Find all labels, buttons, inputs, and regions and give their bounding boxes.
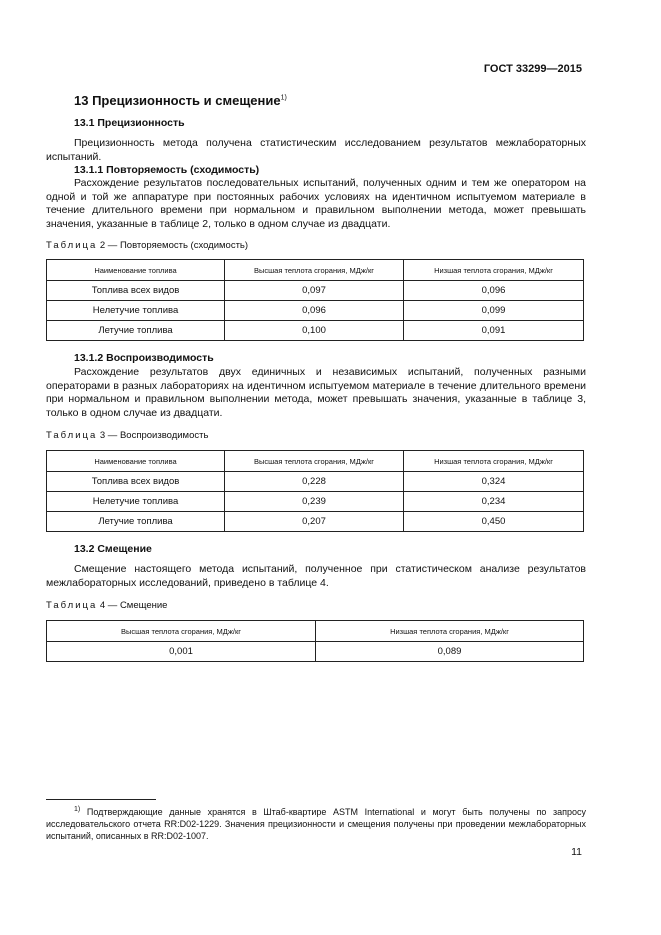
table-cell: 0,450: [404, 512, 584, 532]
table-cell: 0,096: [225, 301, 404, 321]
table-2-caption-label: Таблица: [46, 240, 98, 251]
table-3-caption: [46, 430, 208, 441]
section-13-1-1-title: 13.1.1 Повторяемость (сходимость): [74, 164, 260, 176]
table-header-row: [47, 621, 584, 642]
table-cell: 0,234: [404, 492, 584, 512]
section-13-1-title: 13.1 Прецизионность: [74, 117, 185, 129]
section-13-title-text: 13 Прецизионность и смещение: [74, 93, 281, 108]
table-cell: 0,228: [225, 472, 404, 492]
table-2-caption-text: 2 — Повторяемость (сходимость): [97, 240, 249, 251]
section-13-1-2-text: Расхождение результатов двух единичных и независимых испытаний, полученных разными операторами в разных лабораториях на идентичном испытуемом материале в течение длительного времени при нормальном и правильном выполнении метода, может превышать значения, указанные в таблице 3, только в одном случае из двадцати.: [46, 366, 586, 419]
table-4-caption-label: Таблица: [46, 600, 98, 611]
table-cell: Летучие топлива: [47, 512, 225, 532]
section-13-title: [74, 93, 287, 108]
table-cell: 0,001: [47, 642, 316, 662]
table-4-caption-text: 4 — Смещение: [97, 600, 168, 611]
table-3: [46, 450, 584, 532]
footnote: [46, 804, 586, 842]
table-row: [47, 512, 584, 532]
standard-number: ГОСТ 33299—2015: [483, 63, 582, 75]
table-row: [47, 301, 584, 321]
table-cell: 0,096: [404, 281, 584, 301]
table-3-caption-text: 3 — Воспроизводимость: [97, 430, 209, 441]
table-row: [47, 281, 584, 301]
table-cell: 0,207: [225, 512, 404, 532]
table-header-cell: Низшая теплота сгорания, МДж/кг: [316, 621, 584, 642]
table-header-cell: Высшая теплота сгорания, МДж/кг: [225, 451, 404, 472]
table-2: [46, 259, 584, 341]
table-cell: Топлива всех видов: [47, 281, 225, 301]
table-2-caption: [46, 240, 248, 251]
table-cell: 0,324: [404, 472, 584, 492]
table-cell: Нелетучие топлива: [47, 301, 225, 321]
table-row: [47, 472, 584, 492]
table-header-row: [47, 260, 584, 281]
page-number: 11: [571, 846, 582, 858]
table-row: [47, 642, 584, 662]
footnote-divider: [46, 799, 156, 800]
table-header-row: [47, 451, 584, 472]
table-row: [47, 321, 584, 341]
table-cell: 0,089: [316, 642, 584, 662]
footnote-ref: 1): [280, 94, 287, 102]
table-cell: 0,100: [225, 321, 404, 341]
table-cell: Нелетучие топлива: [47, 492, 225, 512]
table-cell: 0,097: [225, 281, 404, 301]
table-header-cell: Наименование топлива: [47, 260, 225, 281]
table-header-cell: Высшая теплота сгорания, МДж/кг: [225, 260, 404, 281]
table-cell: 0,091: [404, 321, 584, 341]
table-header-cell: Высшая теплота сгорания, МДж/кг: [47, 621, 316, 642]
table-header-cell: Низшая теплота сгорания, МДж/кг: [404, 451, 584, 472]
table-header-cell: Наименование топлива: [47, 451, 225, 472]
table-cell: 0,099: [404, 301, 584, 321]
section-13-2-text: Смещение настоящего метода испытаний, полученное при статистическом анализе результатов межлабораторных исследований, приведено в таблице 4.: [46, 563, 586, 589]
table-cell: Топлива всех видов: [47, 472, 225, 492]
table-3-caption-label: Таблица: [46, 430, 98, 441]
footnote-mark: 1): [74, 806, 81, 813]
section-13-1-text: Прецизионность метода получена статистическим исследованием результатов межлабораторных испытаний.: [46, 137, 586, 163]
footnote-text: Подтверждающие данные хранятся в Штаб-квартире ASTM International и могут быть получены по запросу исследовательского отчета RR:D02-1229. Значения прецизионности и смещения получены при проведении межлабораторных испытаний, описанных в RR:D02-1007.: [46, 807, 586, 841]
table-4: [46, 620, 584, 662]
section-13-2-title: 13.2 Смещение: [74, 543, 152, 555]
section-13-1-1-text: Расхождение результатов последовательных испытаний, полученных одним и тем же оператором на одной и той же аппаратуре при постоянных рабочих условиях на идентичном испытуемом материале в течение длительного времени при нормальном и правильном выполнении метода, может превышать значения, указанные в таблице 2, только в одном случае из двадцати.: [46, 177, 586, 230]
table-row: [47, 492, 584, 512]
table-cell: 0,239: [225, 492, 404, 512]
table-cell: Летучие топлива: [47, 321, 225, 341]
section-13-1-2-title: 13.1.2 Воспроизводимость: [74, 352, 214, 364]
table-4-caption: [46, 600, 167, 611]
table-header-cell: Низшая теплота сгорания, МДж/кг: [404, 260, 584, 281]
